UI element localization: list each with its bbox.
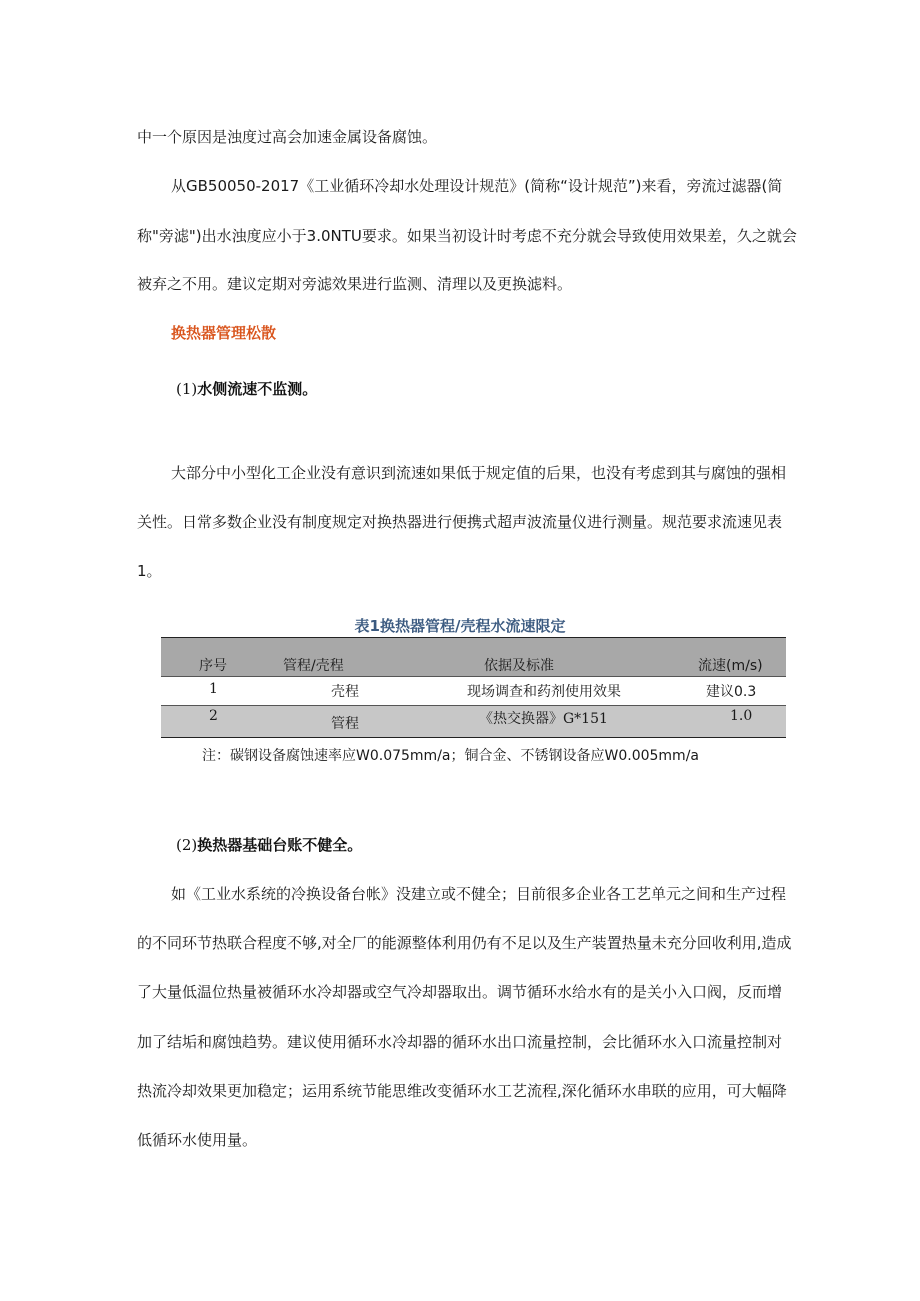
flow-velocity-table	[161, 637, 786, 738]
subheading-1-number: (1)	[176, 380, 198, 398]
header-index: 序号	[199, 658, 227, 674]
paragraph-1-line-2: 称"旁滤")出水浊度应小于3.0NTU要求。如果当初设计时考虑不充分就会导致使用效果差，久之就会	[137, 227, 797, 245]
paragraph-1-line-3: 被弃之不用。建议定期对旁滤效果进行监测、清理以及更换滤料。	[137, 275, 573, 293]
table-row	[161, 705, 786, 738]
subheading-2	[176, 834, 362, 855]
table-note: 注：碳钢设备腐蚀速率应W0.075mm/a；铜合金、不锈钢设备应W0.005mm∕a	[202, 748, 699, 764]
table-header-row	[161, 637, 786, 677]
row2-index: 2	[209, 708, 218, 724]
table-caption: 表1换热器管程/壳程水流速限定	[354, 617, 566, 635]
row1-basis: 现场调查和药剂使用效果	[467, 684, 621, 700]
header-side: 管程/壳程	[283, 658, 344, 674]
row1-velocity: 建议0.3	[706, 684, 757, 700]
paragraph-3-line-2: 的不同环节热联合程度不够,对全厂的能源整体利用仍有不足以及生产装置热量未充分回收利用,造成	[137, 934, 792, 952]
section-heading: 换热器管理松散	[171, 324, 277, 342]
paragraph-3-line-5: 热流冷却效果更加稳定；运用系统节能思维改变循环水工艺流程,深化循环水串联的应用，可大幅降	[137, 1082, 787, 1100]
header-basis: 依据及标准	[484, 658, 554, 674]
subheading-2-number: (2)	[176, 836, 198, 854]
row2-velocity: 1.0	[730, 708, 753, 724]
paragraph-3-line-3: 了大量低温位热量被循环水冷却器或空气冷却器取出。调节循环水给水有的是关小入口阀，反而增	[137, 983, 783, 1001]
row2-basis: 《热交换器》G*151	[479, 711, 608, 727]
paragraph-3-line-6: 低循环水使用量。	[137, 1131, 258, 1149]
paragraph-2-line-3: 1。	[137, 562, 162, 580]
row1-side: 壳程	[331, 684, 359, 700]
paragraph-3-line-1: 如《工业水系统的冷换设备台帐》没建立或不健全；目前很多企业各工艺单元之间和生产过程	[171, 885, 787, 903]
paragraph-3-line-4: 加了结垢和腐蚀趋势。建议使用循环水冷却器的循环水出口流量控制，会比循环水入口流量控制对	[137, 1033, 783, 1051]
paragraph-2-line-2: 关性。日常多数企业没有制度规定对换热器进行便携式超声波流量仪进行测量。规范要求流速见表	[137, 513, 783, 531]
row2-side: 管程	[331, 716, 359, 732]
subheading-1-text: 水侧流速不监测。	[197, 380, 318, 398]
paragraph-1-line-1: 从GB50050-2017《工业循环冷却水处理设计规范》(简称“设计规范”)来看，旁流过滤器(简	[171, 177, 783, 195]
header-velocity: 流速(m∕s)	[698, 658, 763, 674]
subheading-2-text: 换热器基础台账不健全。	[197, 836, 363, 854]
intro-line: 中一个原因是浊度过高会加速金属设备腐蚀。	[137, 128, 438, 146]
row1-index: 1	[209, 681, 218, 697]
subheading-1	[176, 378, 317, 399]
paragraph-2-line-1: 大部分中小型化工企业没有意识到流速如果低于规定值的后果，也没有考虑到其与腐蚀的强相	[171, 464, 787, 482]
